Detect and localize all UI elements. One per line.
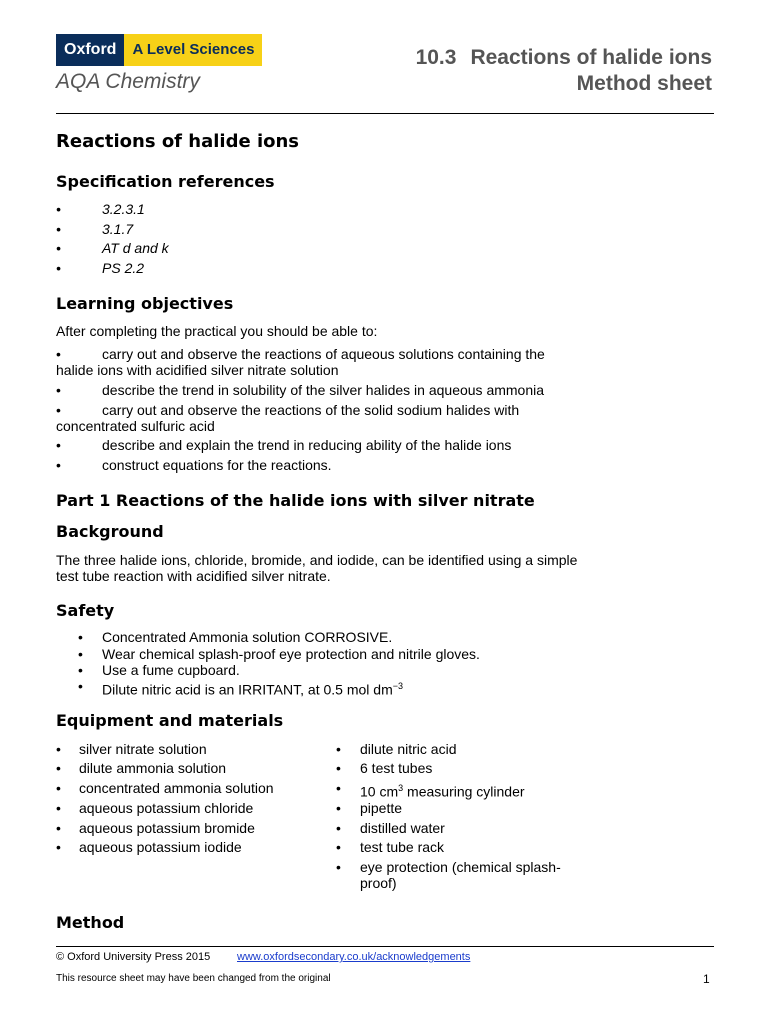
bullet-icon: • bbox=[56, 346, 61, 362]
oxford-logo bbox=[56, 34, 262, 66]
objective-item: carry out and observe the reactions of the solid sodium halides with bbox=[102, 402, 520, 418]
spec-item: 3.2.3.1 bbox=[102, 201, 145, 217]
spec-item: PS 2.2 bbox=[102, 260, 145, 276]
background-text: The three halide ions, chloride, bromide, and iodide, can be identified using a simple bbox=[56, 552, 578, 568]
bullet-icon: • bbox=[56, 221, 61, 237]
bullet-icon: • bbox=[78, 678, 83, 694]
sheet-type: Method sheet bbox=[576, 72, 712, 95]
safety-heading: Safety bbox=[56, 601, 115, 620]
part1-heading: Part 1 Reactions of the halide ions with silver nitrate bbox=[56, 491, 535, 510]
method-heading: Method bbox=[56, 913, 125, 932]
objective-item: construct equations for the reactions. bbox=[102, 457, 332, 473]
bullet-icon: • bbox=[336, 780, 341, 796]
equipment-item: aqueous potassium bromide bbox=[79, 820, 255, 836]
objectives-intro: After completing the practical you should be able to: bbox=[56, 323, 378, 339]
bullet-icon: • bbox=[56, 820, 61, 836]
equipment-item: pipette bbox=[360, 800, 403, 816]
bullet-icon: • bbox=[56, 457, 61, 473]
equipment-item: silver nitrate solution bbox=[79, 741, 207, 757]
equipment-item: test tube rack bbox=[360, 839, 445, 855]
bullet-icon: • bbox=[336, 741, 341, 757]
objectives-heading: Learning objectives bbox=[56, 294, 234, 313]
equipment-item-cont: proof) bbox=[360, 875, 397, 891]
copyright: © Oxford University Press 2015 bbox=[56, 951, 211, 963]
bullet-icon: • bbox=[56, 240, 61, 256]
bullet-icon: • bbox=[56, 260, 61, 276]
section-number: 10.3 bbox=[415, 46, 457, 69]
objective-item: describe and explain the trend in reducing ability of the halide ions bbox=[102, 437, 512, 453]
bullet-icon: • bbox=[56, 201, 61, 217]
bullet-icon: • bbox=[56, 760, 61, 776]
bullet-icon: • bbox=[78, 629, 83, 645]
safety-item: Wear chemical splash-proof eye protection and nitrile gloves. bbox=[102, 646, 480, 662]
bullet-icon: • bbox=[336, 839, 341, 855]
subject-label: AQA Chemistry bbox=[56, 70, 200, 93]
bullet-icon: • bbox=[56, 437, 61, 453]
safety-item: Use a fume cupboard. bbox=[102, 662, 240, 678]
bullet-icon: • bbox=[56, 382, 61, 398]
equipment-item: eye protection (chemical splash- bbox=[360, 859, 561, 875]
safety-item: Dilute nitric acid is an IRRITANT, at 0.5 mol $dm^{-3}$ bbox=[102, 681, 403, 698]
section-header bbox=[416, 45, 712, 97]
spec-item: 3.1.7 bbox=[102, 221, 134, 237]
bullet-icon: • bbox=[336, 800, 341, 816]
safety-item: Concentrated Ammonia solution CORROSIVE. bbox=[102, 629, 393, 645]
bullet-icon: • bbox=[56, 741, 61, 757]
acknowledgements-link[interactable]: www.oxfordsecondary.co.uk/acknowledgements bbox=[237, 951, 471, 963]
header-divider bbox=[56, 113, 714, 114]
bullet-icon: • bbox=[56, 780, 61, 796]
bullet-icon: • bbox=[56, 839, 61, 855]
logo-brand: Oxford bbox=[56, 34, 124, 66]
objective-item-cont: halide ions with acidified silver nitrate solution bbox=[56, 362, 339, 378]
section-title: Reactions of halide ions bbox=[470, 46, 712, 69]
bullet-icon: • bbox=[336, 820, 341, 836]
bullet-icon: • bbox=[56, 800, 61, 816]
footer-divider bbox=[56, 946, 714, 947]
equipment-item: 6 test tubes bbox=[360, 760, 433, 776]
objective-item: carry out and observe the reactions of aqueous solutions containing the bbox=[102, 346, 545, 362]
objective-item-cont: concentrated sulfuric acid bbox=[56, 418, 215, 434]
background-heading: Background bbox=[56, 522, 164, 541]
logo-series: A Level Sciences bbox=[124, 34, 262, 66]
bullet-icon: • bbox=[78, 646, 83, 662]
spec-item: AT d and k bbox=[102, 240, 169, 256]
equipment-item: dilute nitric acid bbox=[360, 741, 457, 757]
footer-note: This resource sheet may have been changed from the original bbox=[56, 973, 331, 984]
objective-item: describe the trend in solubility of the silver halides in aqueous ammonia bbox=[102, 382, 545, 398]
equipment-item: dilute ammonia solution bbox=[79, 760, 227, 776]
equipment-item: aqueous potassium chloride bbox=[79, 800, 254, 816]
bullet-icon: • bbox=[336, 760, 341, 776]
equipment-item: aqueous potassium iodide bbox=[79, 839, 242, 855]
equipment-item: distilled water bbox=[360, 820, 445, 836]
equipment-item: concentrated ammonia solution bbox=[79, 780, 274, 796]
bullet-icon: • bbox=[56, 402, 61, 418]
bullet-icon: • bbox=[78, 662, 83, 678]
page-title: Reactions of halide ions bbox=[56, 131, 300, 152]
equipment-item: 10 $cm^3$ measuring cylinder bbox=[360, 783, 525, 800]
page-number: 1 bbox=[703, 972, 710, 986]
bullet-icon: • bbox=[336, 859, 341, 875]
equipment-heading: Equipment and materials bbox=[56, 711, 284, 730]
spec-heading: Specification references bbox=[56, 172, 275, 191]
background-text: test tube reaction with acidified silver nitrate. bbox=[56, 568, 331, 584]
